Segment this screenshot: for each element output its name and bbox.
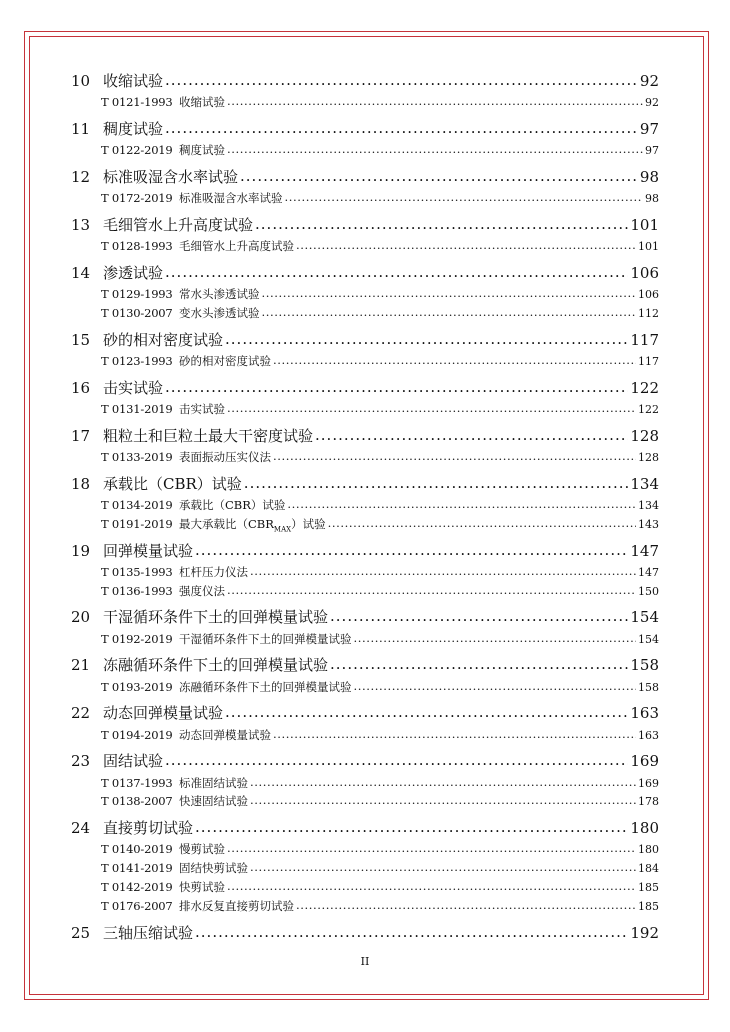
section-title: 固结快剪试验	[179, 861, 248, 876]
chapter-title: 标准吸湿含水率试验	[103, 168, 239, 186]
dot-leader	[227, 841, 636, 855]
chapter-title: 砂的相对密度试验	[103, 330, 224, 349]
toc-section-entry[interactable]	[71, 727, 659, 749]
toc-section-entry[interactable]	[71, 353, 659, 375]
section-code: T 0136-1993	[101, 583, 173, 598]
section-code: T 0128-1993	[101, 239, 173, 254]
dot-leader	[255, 215, 628, 233]
section-title: 承载比（CBR）试验	[179, 498, 286, 512]
chapter-number: 10	[71, 72, 91, 90]
section-code: T 0134-2019	[101, 498, 173, 512]
chapter-page-number: 147	[630, 541, 659, 560]
section-page-number: 150	[638, 584, 659, 598]
chapter-title: 直接剪切试验	[103, 819, 194, 838]
chapter-title: 冻融循环条件下土的回弹模量试验	[103, 656, 329, 675]
section-title: 击实试验	[179, 402, 225, 416]
section-code: T 0194-2019	[101, 727, 173, 742]
chapter-page-number: 106	[630, 264, 659, 282]
dot-leader	[227, 583, 636, 597]
section-page-number: 112	[638, 307, 659, 320]
dot-leader	[330, 607, 628, 625]
section-code: T 0192-2019	[101, 631, 173, 646]
section-page-number: 106	[638, 288, 659, 302]
section-page-number: 117	[638, 355, 659, 368]
dot-leader	[165, 751, 628, 769]
dot-leader	[250, 564, 636, 578]
section-title: 干湿循环条件下土的回弹模量试验	[179, 631, 352, 646]
chapter-title: 三轴压缩试验	[103, 923, 194, 942]
chapter-number: 12	[71, 168, 91, 186]
chapter-page-number: 122	[630, 378, 659, 397]
toc-section-entry[interactable]	[71, 238, 659, 260]
section-page-number: 147	[638, 565, 659, 579]
dot-leader	[165, 71, 638, 89]
section-code: T 0141-2019	[101, 861, 173, 876]
section-title: 表面振动压实仪法	[179, 450, 271, 464]
dot-leader	[330, 655, 628, 673]
chapter-page-number: 158	[630, 656, 659, 675]
section-code: T 0193-2019	[101, 679, 173, 694]
section-title: 慢剪试验	[179, 842, 225, 857]
chapter-number: 17	[71, 426, 91, 445]
chapter-page-number: 154	[630, 608, 659, 627]
section-title: 排水反复直接剪切试验	[179, 898, 294, 913]
dot-leader	[165, 263, 628, 281]
chapter-title: 回弹模量试验	[103, 541, 194, 560]
dot-leader	[250, 860, 636, 874]
toc-section-entry[interactable]	[71, 898, 659, 920]
dot-leader	[328, 516, 636, 530]
dot-leader	[165, 119, 638, 137]
dot-leader	[354, 679, 637, 693]
chapter-number: 23	[71, 752, 91, 771]
dot-leader	[227, 879, 636, 893]
section-title: 最大承载比$(CBR_{MAX})$试验	[179, 516, 326, 534]
toc-section-entry[interactable]	[71, 516, 659, 538]
section-page-number: 154	[638, 632, 659, 646]
section-title: 快速固结试验	[179, 794, 248, 809]
chapter-title: 粗粒土和巨粒土最大干密度试验	[103, 426, 314, 445]
section-code: T 0121-1993	[101, 95, 173, 110]
dot-leader	[250, 793, 636, 807]
dot-leader	[165, 378, 628, 396]
dot-leader	[195, 818, 628, 836]
section-page-number: 184	[638, 862, 659, 876]
toc-section-entry[interactable]	[71, 190, 659, 212]
toc-section-entry[interactable]	[71, 583, 659, 605]
toc-section-entry[interactable]	[71, 94, 659, 116]
chapter-number: 25	[71, 923, 91, 942]
toc-section-entry[interactable]	[71, 401, 659, 423]
dot-leader	[244, 474, 629, 492]
section-page-number: 185	[638, 881, 659, 894]
chapter-page-number: 117	[630, 330, 659, 349]
section-page-number: 98	[645, 192, 659, 206]
chapter-number: 14	[71, 264, 91, 282]
chapter-page-number: 98	[639, 168, 659, 186]
chapter-title: 毛细管水上升高度试验	[103, 216, 254, 234]
chapter-number: 15	[71, 330, 91, 349]
section-code: T 0172-2019	[101, 191, 173, 206]
toc-section-entry[interactable]	[71, 305, 659, 327]
section-page-number: 101	[638, 240, 659, 254]
dot-leader	[273, 727, 636, 741]
chapter-title: 动态回弹模量试验	[103, 704, 224, 723]
section-code: T 0176-2007	[101, 898, 173, 913]
section-page-number: 92	[645, 96, 659, 110]
section-code: T 0131-2019	[101, 402, 173, 416]
section-page-number: 169	[638, 776, 659, 790]
section-title: 快剪试验	[179, 880, 225, 894]
section-code: T 0142-2019	[101, 880, 173, 894]
chapter-number: 21	[71, 656, 91, 675]
dot-leader	[227, 142, 643, 156]
section-title: 变水头渗透试验	[179, 306, 260, 320]
section-title: 杠杆压力仪法	[179, 564, 248, 579]
dot-leader	[240, 167, 638, 185]
chapter-page-number: 180	[630, 819, 659, 838]
chapter-title: 干湿循环条件下土的回弹模量试验	[103, 608, 329, 627]
dot-leader	[227, 401, 636, 415]
section-code: T 0191-2019	[101, 516, 173, 531]
chapter-page-number: 101	[630, 216, 659, 234]
dot-leader	[285, 190, 644, 204]
toc-section-entry[interactable]	[71, 631, 659, 653]
page-number-footer: II	[360, 955, 370, 968]
chapter-number: 11	[71, 120, 91, 138]
dot-leader	[296, 238, 636, 252]
toc-section-entry[interactable]	[71, 142, 659, 164]
dot-leader	[250, 775, 636, 789]
section-page-number: 97	[645, 144, 659, 158]
section-page-number: 134	[638, 499, 659, 512]
section-code: T 0122-2019	[101, 143, 173, 158]
section-title: 砂的相对密度试验	[179, 354, 271, 368]
dot-leader	[262, 286, 637, 300]
section-title: 收缩试验	[179, 95, 225, 110]
section-code: T 0140-2019	[101, 842, 173, 857]
section-code: T 0135-1993	[101, 564, 173, 579]
chapter-title: 渗透试验	[103, 264, 164, 282]
section-title: 动态回弹模量试验	[179, 727, 271, 742]
section-page-number: 163	[638, 728, 659, 742]
section-title: 标准吸湿含水率试验	[179, 191, 283, 206]
dot-leader	[225, 703, 628, 721]
dot-leader	[273, 449, 636, 463]
chapter-title: 收缩试验	[103, 72, 164, 90]
chapter-number: 19	[71, 541, 91, 560]
chapter-page-number: 169	[630, 752, 659, 771]
dot-leader	[315, 426, 628, 444]
section-title: 冻融循环条件下土的回弹模量试验	[179, 679, 352, 694]
dot-leader	[296, 898, 636, 912]
chapter-number: 13	[71, 216, 91, 234]
dot-leader	[227, 94, 643, 108]
section-code: T 0133-2019	[101, 450, 173, 464]
section-title: 常水头渗透试验	[179, 287, 260, 302]
section-page-number: 178	[638, 795, 659, 809]
chapter-page-number: 192	[630, 923, 659, 942]
toc-chapter-entry[interactable]	[71, 922, 659, 952]
chapter-number: 20	[71, 608, 91, 627]
dot-leader	[225, 330, 628, 348]
chapter-title: 稠度试验	[103, 120, 164, 138]
section-title: 毛细管水上升高度试验	[179, 239, 294, 254]
toc-section-entry[interactable]	[71, 679, 659, 701]
toc-section-entry[interactable]	[71, 449, 659, 471]
section-title: 稠度试验	[179, 143, 225, 158]
chapter-title: 击实试验	[103, 378, 164, 397]
section-page-number: 122	[638, 403, 659, 416]
dot-leader	[262, 305, 637, 319]
chapter-page-number: 128	[630, 426, 659, 445]
dot-leader	[287, 497, 636, 511]
section-code: T 0137-1993	[101, 775, 173, 790]
toc-section-entry[interactable]	[71, 793, 659, 815]
chapter-page-number: 134	[630, 474, 659, 493]
dot-leader	[273, 353, 636, 367]
section-page-number: 158	[638, 680, 659, 694]
chapter-title: 固结试验	[103, 752, 164, 771]
dot-leader	[354, 631, 637, 645]
chapter-number: 18	[71, 474, 91, 493]
chapter-number: 24	[71, 819, 91, 838]
dot-leader	[195, 541, 628, 559]
section-code: T 0138-2007	[101, 794, 173, 809]
chapter-number: 22	[71, 704, 91, 723]
section-code: T 0129-1993	[101, 287, 173, 302]
section-code: T 0123-1993	[101, 354, 173, 368]
section-code: T 0130-2007	[101, 306, 173, 320]
section-title: 标准固结试验	[179, 775, 248, 790]
section-page-number: 143	[638, 517, 659, 531]
section-page-number: 185	[638, 899, 659, 913]
dot-leader	[195, 923, 628, 941]
section-page-number: 180	[638, 843, 659, 857]
chapter-page-number: 97	[639, 120, 659, 138]
section-title: 强度仪法	[179, 583, 225, 598]
chapter-title: 承载比（CBR）试验	[103, 474, 242, 493]
section-page-number: 128	[638, 451, 659, 464]
chapter-number: 16	[71, 378, 91, 397]
chapter-page-number: 92	[639, 72, 659, 90]
chapter-page-number: 163	[630, 704, 659, 723]
